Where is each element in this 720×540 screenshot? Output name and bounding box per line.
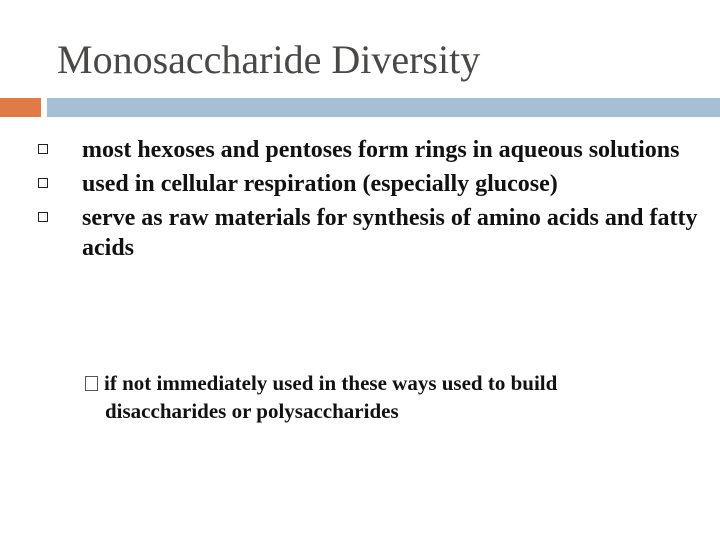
sub-bullet	[85, 369, 695, 425]
placeholder-box-icon	[85, 376, 98, 391]
bullet-text: used in cellular respiration (especially glucose)	[82, 171, 558, 197]
bullet-text: serve as raw materials for synthesis of amino acids and fatty acids	[82, 205, 698, 261]
square-bullet-icon	[38, 178, 48, 188]
square-bullet-icon	[38, 212, 48, 222]
bullet-text: most hexoses and pentoses form rings in aqueous solutions	[82, 137, 680, 163]
sub-bullet-line2: disaccharides or polysaccharides	[105, 399, 399, 423]
square-bullet-icon	[38, 144, 48, 154]
header-bar	[47, 98, 720, 117]
accent-bar	[0, 98, 41, 117]
slide-title: Monosaccharide Diversity	[57, 37, 481, 82]
bullet-item	[38, 135, 698, 165]
sub-bullet-line1: if not immediately used in these ways used to build	[104, 371, 558, 395]
bullet-item	[38, 169, 698, 199]
bullet-item	[38, 203, 698, 263]
bullet-list	[38, 135, 698, 267]
